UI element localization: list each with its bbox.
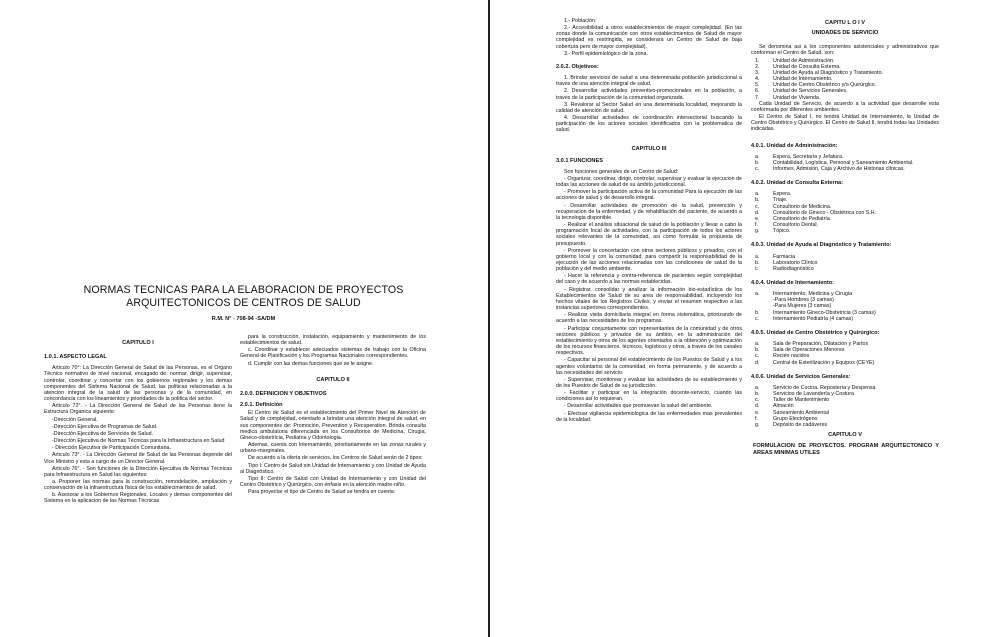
lettered-list [751,385,939,428]
list-marker: 6. [755,88,760,95]
chapter-heading: CAPITULO II [316,376,350,383]
paragraph: Articulo 76°. - Son funciones de la Dirección Ejecutiva de Normas Técnicas para Infraestructura en Salud las siguientes: [44,465,232,478]
paragraph-group [240,410,426,495]
numbered-list [751,58,939,101]
paragraph: - Capacitar al personal del establecimiento de los Puestos de Salud y a los agentes voluntarios de la comunidad, en forma permanente, y de acuerdo a las necesidades del servicio. [556,357,742,376]
list-item-text: Consultorio Dental. [773,222,819,229]
list-item [751,422,939,428]
chapter-heading: CAPITULO I [122,340,154,346]
list-item-text: Radiodiagnóstico [773,265,814,272]
list-marker: c. [755,165,760,172]
lettered-list [751,341,939,366]
paragraph: Articulo 70°: La Dirección General de Salud de las Personas, es el Organo Técnico normativo de nivel nacional, encagado de: normar, dirigir, supervisar, controlar, coordinar y concertar con los gobiernos regionales y los demas componentes del Sistema Nacional de Salud, las politicas relacionadas a la atencion integral de la salud de las personas y de la comunidad, en concordancia con los lineamientos y prioridades de la politica del sector. [44,365,232,403]
paragraph: Articulo 73°. - La Dirección General de Salud de las Personas depende del Vice Ministro y esta a cargo de un Director General. [44,452,232,465]
paragraph: Se denomina asi a los componentes asistenciales y administrativos que conforman el Centro de Salud, son: [751,44,939,57]
list-item [751,266,939,272]
list-marker: g. [755,421,760,428]
list-marker: e. [755,215,760,222]
list-marker: a. [755,191,760,198]
paragraph: - Realizar visita domiciliaria integral en forma sistemática, priorizando de acuerdo a las necesidades de los programas. [556,312,742,325]
document-page-left [0,0,487,637]
list-item-text: Consultorio de Gineco - Obstétrica con S.H. [773,209,877,216]
paragraph: -Dirección Ejecutiva de Programas de Salud. [52,423,158,430]
paragraph: - Organizar, coordinar, dirigir, controlar, supervisar y evaluar la ejecucion de todas las acciones de salud de su ámbito jurisdiccional. [556,175,742,189]
section-heading: 4.0.2. Unidad de Consulta Externa: [751,180,844,187]
title-line-1: NORMAS TECNICAS PARA LA ELABORACION DE PROYECTOS [83,284,404,296]
list-marker: 2. [755,63,760,70]
lettered-list [751,291,939,322]
list-item-text: Depósito de cadáveres [773,421,828,428]
paragraph-group [556,75,742,133]
section-heading: 3.0.1 FUNCIONES [556,157,603,164]
list-item-text: Laboratorio Clínico [773,259,818,266]
paragraph: Para proyectar el tipo de Centro de Salud se tendra en cuenta: [248,489,396,496]
section-heading: 4.0.5. Unidad de Centro Obstétrico y Quirúrgico: [751,329,880,336]
paragraph: El Centro de Salud I, no tendrá Unidad de Internamiento, la Unidad de Centro Obstétrico y Quirúrgico. El Centro de Salud II, tendrá todas las Unidades indicadas. [751,114,939,133]
paragraph: a. Proponer las normas para la construcción, remodelación, ampliación y conservación de la infraestructura física de los establecimientos de salud. [44,478,232,492]
list-item-text: Taller de Mantenimiento [773,397,830,404]
list-marker: a. [755,291,760,298]
paragraph: -Dirección General. [52,416,98,423]
list-item-text: Almacén [773,403,794,410]
paragraph: - Efectuar vigilancia epidemiologica de las enfermedades mas prevalentes de la localidad. [556,410,742,423]
paragraph: 2.- Accesibilidad a otros establecimientos de mayor complejidad. (En las zonas donde la comunicación con otros establecimientos de Salud de mayor complejidad es restringida, se considerara un Centro de Salud de baja cobertura pero de mayor complejidad). [556,25,742,50]
list-marker: d. [755,209,760,216]
list-marker: c. [755,353,760,360]
subsection-heading: 2.0.1. Definición [240,402,283,409]
right-column-2 [751,18,939,457]
section-heading: 4.0.1. Unidad de Administración: [751,142,838,149]
list-item-text: Unidad de Internamiento. [773,76,833,83]
list-item-text: Central de Esterilización y Equipos (CEYE) [773,359,875,366]
paragraph: - Registrar, consolidar y analizar la información bio-estadística de los Establecimientos de Salud de su area de responsabilidad, incluyendo los hechos vitales de los Registros Civiles, y enviar el resumen respectivo a las instancias superiores correspondientes. [556,286,742,312]
paragraph: -Dirección Ejecutiva de Normas Técnicas para la Infraestructura en Salud [52,438,225,445]
list-item [751,316,939,322]
list-item-text: Unidad de Ayuda al Diagnóstico y Tratamiento. [773,69,884,76]
list-item-text: Espera, Secretaría y Jefatura. [773,153,844,160]
list-marker: b. [755,259,760,266]
paragraph: 4. Desarrollar actividades de coordinación intersectorial buscando la participación de los actores sociales identificados con la problematica de salud. [556,115,742,134]
list-item-text: Grupo Electrógeno [773,415,818,422]
paragraph: Tipo I: Centro de Salud sin Unidad de Internamiento y con Unidad de Ayuda al Diagnóstico. [240,462,426,475]
list-item-text: Unidad de Consulta Externa. [773,63,841,70]
lettered-list [751,191,939,234]
list-item-text: Tópico. [773,228,791,235]
list-item-text: Unidad de Administración. [773,57,835,64]
paragraph-group [44,365,232,504]
section-heading: 2.0.2. Objetivos: [556,63,599,70]
document-page-right [495,0,987,637]
list-item-text: Internamiento Gineco-Obstetricia (3 camas) [773,309,876,316]
list-item-text: Unidad de Vivienda. [773,94,821,101]
paragraph: - Participar conjuntamente con representantes de la comunidad y de otros sectores públicos y privados de su ámbito, en la administración del establecimiento y otros de los agentes orientados a la obtención y optimización de los recursos financieros, técnicos, logísticos y otros, a traves de los canales respectivos. [556,325,742,357]
list-marker: c. [755,265,760,272]
section-heading: 4.0.6. Unidad de Servicios Generales: [751,373,851,380]
list-item [751,166,939,172]
paragraph: - Facilitar y participar en la integración docente-servicio, cuando las condiciones así lo requieran. [556,390,742,403]
list-marker: b. [755,159,760,166]
list-item-text: Internamiento, Medicina y Cirugía [773,291,853,298]
paragraph: Articulo 72°. - La Dirección General de Salud de las Personas tiene la Estructura Organica siguiente: [44,403,232,416]
list-marker: f. [755,222,758,229]
section-heading: 2.0.0. DEFINICION Y OBJETIVOS [240,390,327,397]
document-title [0,284,487,309]
section-heading: 4.0.4. Unidad de Internamiento: [751,280,834,286]
list-item-text: Contabilidad, Logística, Personal y Saneamiento Ambiental. [773,159,914,166]
list-item-text: Unidad de Servicios Generales. [773,88,848,95]
list-marker: d. [755,359,760,366]
paragraph-group [556,176,742,423]
section-heading: 1.0.1. ASPECTO LEGAL [44,354,107,361]
list-marker: b. [755,391,760,398]
list-item-text: Triaje. [773,197,788,204]
list-item-text: Informes, Admisión, Caja y Archivo de Historias clínicas. [773,165,905,172]
right-column-1 [556,18,742,424]
paragraph: - Realizar el análisis situacional de salud de la población y llevar a cabo la programación local de actividades, con la participación de todos los actores sociales relevantes de la comunidad, asi como formular la propuesta de presupuesto. [556,222,742,247]
paragraph: Tipo II: Centro de Salud con Unidad de Internamiento y con Unidad del Centro Obstétrico y Quirúrgico, con énfasis en la atención madre-niño. [240,475,426,488]
paragraph: - Promover la participación activa de la comunidad Para la ejecución de las acciones de salud y de desarrollo integral. [556,189,742,202]
list-item-text: Internamiento Pediatría (4 camas) [773,315,854,322]
list-marker: b. [755,309,760,316]
paragraph: De acuerdo a la oferta de servicios, los Centros de Salud serán de 2 tipos: [248,455,423,462]
paragraph: b. Asesorar a los Gobiernos Regionales, Locales y demas componentes del Sistema en la aplicacion de las Normas Técnicas [44,492,232,505]
list-item-text: -Para Hombres (3 camas) [773,297,834,304]
paragraph: - Promover la concertación con otros sectores públicos y privados, con el gobierno local y con la comunidad, para compartir la responsabilidad de la ejecución de las acciones relacionadas con las condiciones de salud de la población y del medio ambiente. [556,247,742,273]
list-item-text: Servicio de Cocina, Repostería y Despensa [773,384,876,391]
paragraph: El Centro de Salud es el establecimiento del Primer Nivel de Atención de Salud y de complejidad, orientado a brindar una atención integral de salud, en sus componentes de: Promoción, Prevention y Recuperation. Brinda consulta medica ambulatoria diferenciada en los Consultorios de Medicina, Cirugia, Gineco-obstetricia, Pediatria y Odontologia. [240,410,426,441]
chapter-subtitle: UNIDADES DE SERVICIO [811,30,879,37]
list-item-text: Consultorio de Medicina. [773,203,832,210]
lettered-list [751,154,939,172]
paragraph: - Desarrollar actividades que promuevan la salud del ambiente. [564,403,713,410]
chapter-heading: CAPITULO III [631,145,667,152]
list-marker: b. [755,197,760,204]
list-marker: a. [755,253,760,260]
resolution-number: R.M. N° - 708-94 -SA/DM [211,316,276,322]
list-item-text: Saneamiento Ambiental [773,409,829,416]
left-column-1 [44,334,232,506]
paragraph: 1. Brindar servicios de salud a una determinada población jurisdiccional a traves de una atención integral de salud. [556,75,742,88]
list-marker: 1. [755,57,760,64]
list-item [751,228,939,234]
list-marker: a. [755,341,760,348]
list-marker: f. [755,415,758,422]
title-line-2: ARQUITECTONICOS DE CENTROS DE SALUD [126,296,361,309]
paragraph: 3.- Perfil epidemiológico de la zona. [564,50,648,57]
chapter-title: FORMULACION DE PROYECTOS. PROGRAM ARQUITECTONICO Y AREAS MINIMAS UTILES [753,443,939,457]
left-column-2 [240,334,426,496]
list-item-text: Consultorio de Pediatría. [773,215,832,222]
list-item-text: Sala de Operaciones Menores [773,347,845,354]
list-item-text: Recién nacidos [773,353,810,360]
paragraph: Ademas, cuenta con Internamiento, prioritariamente en las zonas rurales y urbano-marginales. [240,442,426,455]
paragraph: Son funciones generales de un Centro de Salud: [564,168,679,175]
list-item-text: Espera. [773,191,792,198]
paragraph: Cada Unidad de Servicio, de acuerdo a la actividad que desarrolle esta conformada por diferentes ambientes. [751,100,939,113]
list-marker: 5. [755,82,760,89]
paragraph-group [556,18,742,57]
list-item-text: Sala de Preparación, Dilatación y Partos [773,341,869,348]
paragraph: - Dirección Ejecutiva de Participación Comunitaria. [52,445,171,452]
list-item-text: Servicios de Lavandería y Costura [773,391,854,398]
list-marker: 7. [755,94,760,101]
list-marker: d. [755,403,760,410]
paragraph: 3. Revalorar al Sector Salud en una determinada localidad, mejorando la calidad de atención de salud. [556,101,742,114]
list-marker: c. [755,315,760,322]
list-marker: g. [755,228,760,235]
paragraph: d. Cumplir con las demas funciones que se le asigne. [248,360,374,367]
paragraph: c. Coordinar y establecer adecuados sistemas de trabajo con la Oficina General de Planificación y los Programas Nacionales correspondientes. [240,347,426,360]
paragraph: 2. Desarrollar actividades preventivo-promocionales en la población, a traves de la participación de la comunidad organizada. [556,88,742,101]
paragraph: - Hacer la referencia y contra-referencia de pacientes según complejidad del caso y de acuerdo a las normas establecidas. [556,273,742,286]
list-marker: 3. [755,69,760,76]
list-item-text: Farmacia [773,253,796,260]
paragraph: -Dirección Ejecutiva de Servicios de Salud. [52,430,153,437]
list-marker: a. [755,384,760,391]
list-marker: 4. [755,76,760,83]
chapter-heading: CAPITULO V [828,431,862,438]
paragraph: - Desarrollar actividades de promoción de la salud, prevención y recuperacion de la enfermedad, y de rehabilitación del paciente, de acuerdo a la tecnologia disponible. [556,202,742,221]
section-heading: 4.0.3. Unidad de Ayuda al Diagnóstico y Tratamiento: [751,242,892,249]
list-item-text: -Para Mujeres (3 camas) [773,303,832,310]
paragraph: 1.- Población. [564,18,597,24]
list-marker: c. [755,397,760,404]
list-marker: e. [755,409,760,416]
list-marker: b. [755,347,760,354]
list-item [751,95,939,101]
paragraph: - Supervisar, monitorear y evaluar las actividades de su establecimiento y de los Puestos de Salud de su jurisdicción. [556,376,742,389]
list-marker: c. [755,203,760,210]
list-item [751,360,939,366]
list-item-text: Unidad de Centro Obstétrico y/o Quirúrgico. [773,82,877,89]
paragraph: para la construcción, instalación, equipamiento y mantenimiento de los establecimientos de salud. [240,334,426,347]
list-marker: a. [755,153,760,160]
paragraph-group [240,334,426,367]
lettered-list [751,254,939,272]
chapter-heading: CAPITU L O I V [825,20,865,26]
